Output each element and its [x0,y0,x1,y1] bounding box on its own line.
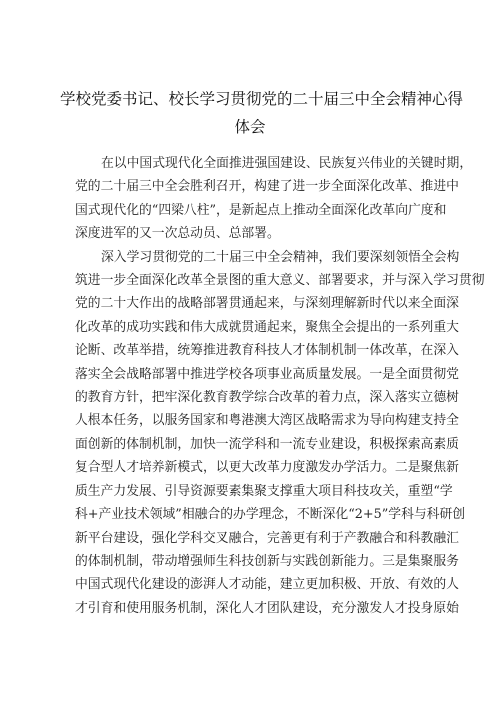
paragraph-line: 深度进军的又一次总动员、总部署。 [75,226,280,242]
document-body [75,152,485,620]
paragraph-line: 质生产力发展、引导资源要素集聚支撑重大项目科技攻关，重塑“学 [75,483,453,499]
paragraph-line: 才引育和使用服务机制，深化人才团队建设，充分激发人才投身原始 [75,600,459,616]
paragraph-line: 筑进一步全面深化改革全景图的重大意义、部署要求，并与深入学习贯彻 [75,273,485,289]
paragraph-line: 科+产业技术领域”相融合的办学理念，不断深化“2+5”学科与科研创 [75,507,466,523]
document-title [60,85,464,141]
paragraph-line: 在以中国式现代化全面推进强国建设、民族复兴伟业的关键时期， [101,156,473,171]
paragraph-2 [75,246,485,621]
paragraph-line: 面创新的体制机制，加快一流学科和一流专业建设，积极探索高素质 [75,436,459,452]
paragraph-line: 国式现代化的“四梁八柱”，是新起点上推动全面深化改革向广度和 [75,202,447,218]
title-line-1: 学校党委书记、校长学习贯彻党的二十届三中全会精神心得 [60,90,464,108]
paragraph-line: 新平台建设，强化学科交叉融合，完善更有利于产教融合和科教融汇 [75,530,459,546]
paragraph-line: 人根本任务，以服务国家和粤港澳大湾区战略需求为导向构建支持全 [75,413,459,429]
paragraph-line: 深入学习贯彻党的二十届三中全会精神，我们要深刻领悟全会构 [101,249,460,265]
paragraph-line: 论断、改革举措，统筹推进教育科技人才体制机制一体改革，在深入 [75,343,459,359]
paragraph-line: 的体制机制，带动增强师生科技创新与实践创新能力。三是集聚服务 [75,553,459,569]
paragraph-line: 落实全会战略部署中推进学校各项事业高质量发展。一是全面贯彻党 [75,366,459,382]
paragraph-line: 复合型人才培养新模式，以更大改革力度激发办学活力。二是聚焦新 [75,460,459,476]
title-line-2: 体会 [234,118,266,136]
paragraph-line: 党的二十大作出的战略部署贯通起来，与深刻理解新时代以来全面深 [75,296,459,312]
paragraph-line: 中国式现代化建设的澎湃人才动能，建立更加积极、开放、有效的人 [75,577,459,593]
paragraph-line: 党的二十届三中全会胜利召开，构建了进一步全面深化改革、推进中 [75,179,459,195]
paragraph-line: 化改革的成功实践和伟大成就贯通起来，聚焦全会提出的一系列重大 [75,319,459,335]
paragraph-line: 的教育方针，把牢深化教育教学综合改革的着力点，深入落实立德树 [75,390,459,406]
paragraph-1 [75,152,473,246]
